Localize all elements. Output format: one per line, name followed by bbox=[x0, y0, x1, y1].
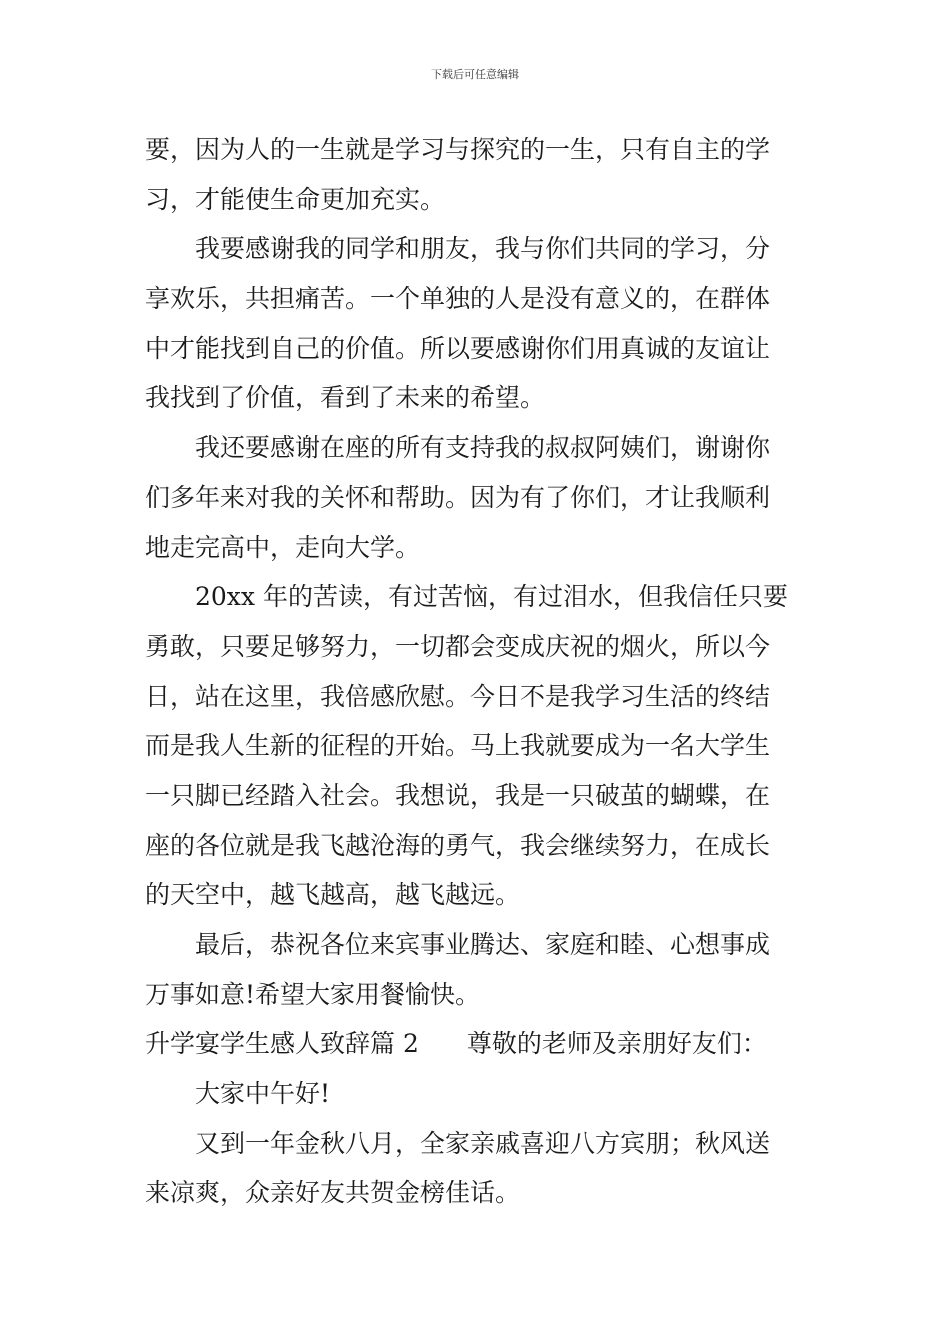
text-line: 的天空中，越飞越高，越飞越远。 bbox=[145, 880, 521, 910]
text-line: 我找到了价值，看到了未来的希望。 bbox=[145, 383, 546, 413]
text-line: 万事如意!希望大家用餐愉快。 bbox=[145, 979, 481, 1009]
text-line: 享欢乐，共担痛苦。一个单独的人是没有意义的，在群体 bbox=[145, 284, 771, 314]
document-body bbox=[145, 125, 810, 1218]
paragraph-start: 我要感谢我的同学和朋友，我与你们共同的学习，分 bbox=[195, 234, 771, 264]
paragraph-start: 最后，恭祝各位来宾事业腾达、家庭和睦、心想事成 bbox=[195, 930, 771, 959]
section-title: 升学宴学生感人致辞篇 2 bbox=[145, 1029, 419, 1059]
text-line: 日，站在这里，我倍感欣慰。今日不是我学习生活的终结 bbox=[145, 681, 771, 711]
text-line: 要，因为人的一生就是学习与探究的一生，只有自主的学 bbox=[145, 135, 771, 164]
text-line: 们多年来对我的关怀和帮助。因为有了你们，才让我顺利 bbox=[145, 482, 771, 512]
section-heading-line bbox=[145, 1019, 810, 1069]
greeting: 大家中午好! bbox=[195, 1079, 331, 1109]
paragraph-start: 20xx 年的苦读，有过苦恼，有过泪水，但我信任只要 bbox=[195, 582, 788, 612]
text-line: 习，才能使生命更加充实。 bbox=[145, 184, 446, 214]
text-line: 地走完高中，走向大学。 bbox=[145, 532, 421, 562]
page-header: 下载后可任意编辑 bbox=[431, 68, 519, 81]
text-line: 来凉爽，众亲好友共贺金榜佳话。 bbox=[145, 1178, 521, 1208]
text-line: 座的各位就是我飞越沧海的勇气，我会继续努力，在成长 bbox=[145, 830, 771, 860]
paragraph-start: 我还要感谢在座的所有支持我的叔叔阿姨们，谢谢你 bbox=[195, 433, 771, 463]
salutation: 尊敬的老师及亲朋好友们： bbox=[466, 1029, 767, 1059]
paragraph-start: 又到一年金秋八月，全家亲戚喜迎八方宾朋；秋风送 bbox=[195, 1128, 771, 1158]
text-line: 而是我人生新的征程的开始。马上我就要成为一名大学生 bbox=[145, 731, 771, 761]
text-line: 中才能找到自己的价值。所以要感谢你们用真诚的友谊让 bbox=[145, 333, 771, 363]
text-line: 勇敢，只要足够努力，一切都会变成庆祝的烟火，所以今 bbox=[145, 631, 771, 661]
text-line: 一只脚已经踏入社会。我想说，我是一只破茧的蝴蝶，在 bbox=[145, 780, 771, 810]
